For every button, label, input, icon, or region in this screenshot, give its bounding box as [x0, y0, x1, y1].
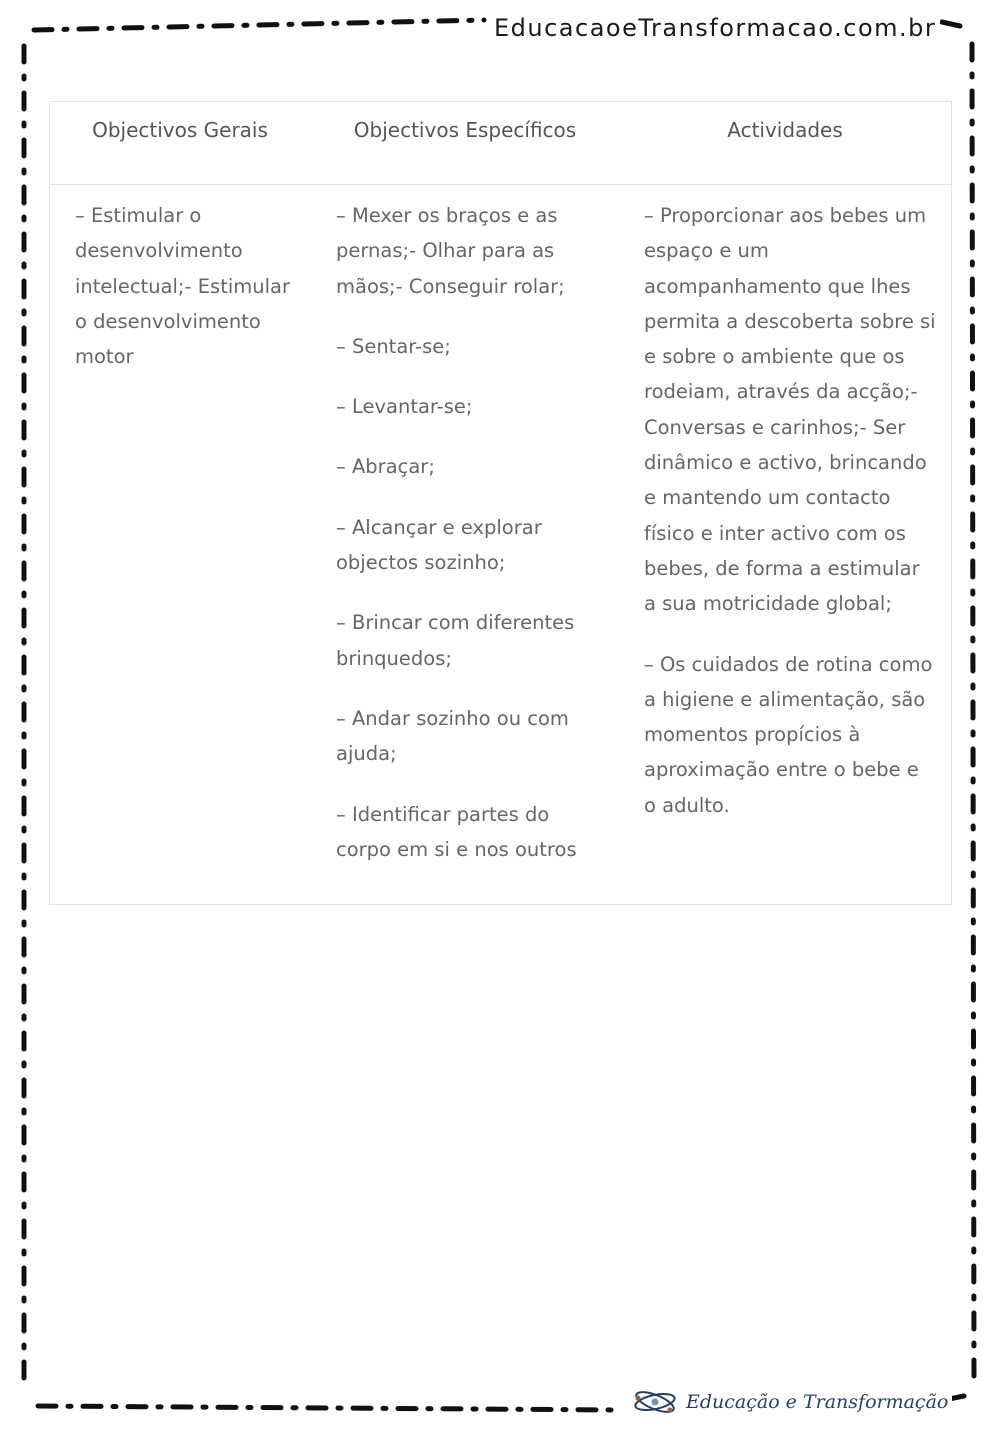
cell-paragraph: – Sentar-se;	[336, 334, 451, 358]
column-objectivos-gerais	[75, 198, 307, 399]
cell-paragraph: – Mexer os braços e as pernas;- Olhar para as mãos;- Conseguir rolar;	[336, 204, 565, 298]
cell-paragraph: – Brincar com diferentes brinquedos;	[336, 611, 575, 670]
cell-paragraph: – Levantar-se;	[336, 395, 473, 419]
column-actividades	[644, 198, 936, 848]
cell-paragraph: – Proporcionar aos bebes um espaço e um acompanhamento que lhes permita a descoberta sobre si e sobre o ambiente que os rodeiam, através da acção;- Conversas e carinhos;- Ser dinâmico e activo, brincando e mantendo um contacto físico e inter activo com os bebes, de forma a estimular a sua motricidade global;	[644, 204, 936, 616]
logo-text: Educação e Transformação	[686, 1391, 949, 1413]
cell-paragraph: – Abraçar;	[336, 455, 435, 479]
cell-paragraph: – Os cuidados de rotina como a higiene e alimentação, são momentos propícios à aproximação entre o bebe e o adulto.	[644, 652, 933, 817]
column-objectivos-especificos	[336, 198, 598, 892]
header-actividades: Actividades	[727, 118, 843, 142]
table-header-row	[50, 102, 951, 185]
header-objectivos-gerais: Objectivos Gerais	[92, 118, 268, 142]
brand-logo	[628, 1384, 952, 1420]
cell-paragraph: – Andar sozinho ou com ajuda;	[336, 706, 569, 766]
atom-orbit-icon	[632, 1386, 678, 1418]
objectives-table	[49, 101, 952, 905]
cell-paragraph: – Alcançar e explorar objectos sozinho;	[336, 515, 542, 575]
cell-paragraph: – Identificar partes do corpo em si e nos outros	[336, 802, 577, 861]
cell-paragraph: – Estimular o desenvolvimento intelectual;- Estimular o desenvolvimento motor	[75, 204, 291, 369]
header-objectivos-especificos: Objectivos Específicos	[353, 118, 577, 142]
site-url-header: EducacaoeTransformacao.com.br	[490, 14, 940, 42]
